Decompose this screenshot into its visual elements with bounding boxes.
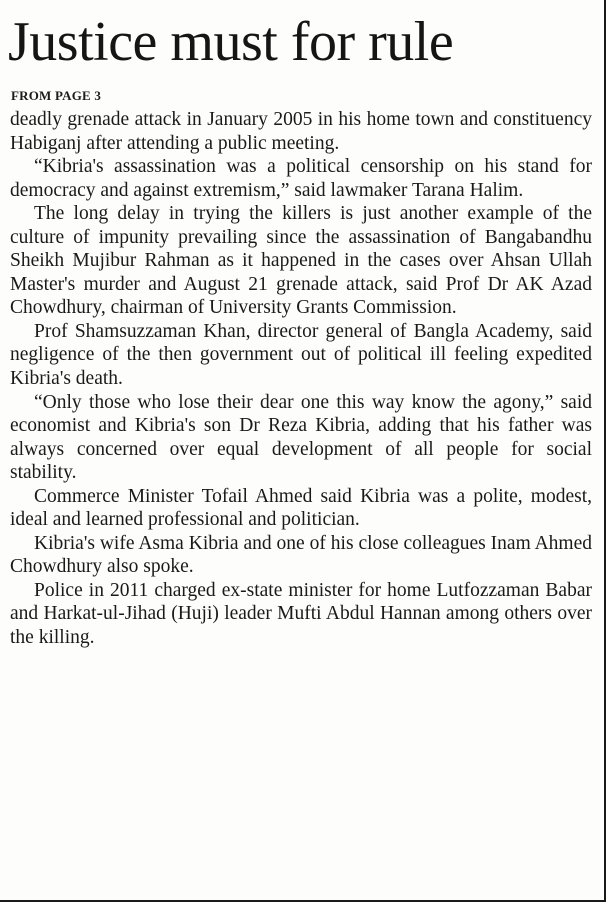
paragraph: The long delay in trying the killers is just another example of the culture of impunity prevailing since the assassination of Bangabandhu Sheikh Mujibur Rahman as it happened in the cases over Ahsan Ullah Master's murder and August 21 grenade attack, said Prof Dr AK Azad Chowdhury, chairman of University Grants Commission. — [10, 203, 592, 319]
paragraph: “Kibria's assassination was a political censorship on his stand for democracy and against extremism,” said lawmaker Tarana Halim. — [10, 156, 592, 201]
article-body — [10, 108, 592, 650]
paragraph: Kibria's wife Asma Kibria and one of his close colleagues Inam Ahmed Chowdhury also spoke. — [10, 532, 592, 578]
paragraph: “Only those who lose their dear one this way know the agony,” said economist and Kibria's son Dr Reza Kibria, adding that his father was always concerned over equal development of all people for social stability. — [10, 391, 592, 484]
jump-line: FROM PAGE 3 — [11, 88, 102, 103]
paragraph: deadly grenade attack in January 2005 in his home town and constituency Habiganj after attending a public meeting. — [10, 109, 592, 154]
headline: Justice must for rule — [8, 11, 454, 73]
paragraph: Commerce Minister Tofail Ahmed said Kibria was a polite, modest, ideal and learned professional and politician. — [10, 485, 592, 531]
paragraph: Prof Shamsuzzaman Khan, director general of Bangla Academy, said negligence of the then government out of political ill feeling expedited Kibria's death. — [10, 320, 592, 390]
paragraph: Police in 2011 charged ex-state minister for home Lutfozzaman Babar and Harkat-ul-Jihad (Huji) leader Mufti Abdul Hannan among others over the killing. — [10, 579, 592, 649]
